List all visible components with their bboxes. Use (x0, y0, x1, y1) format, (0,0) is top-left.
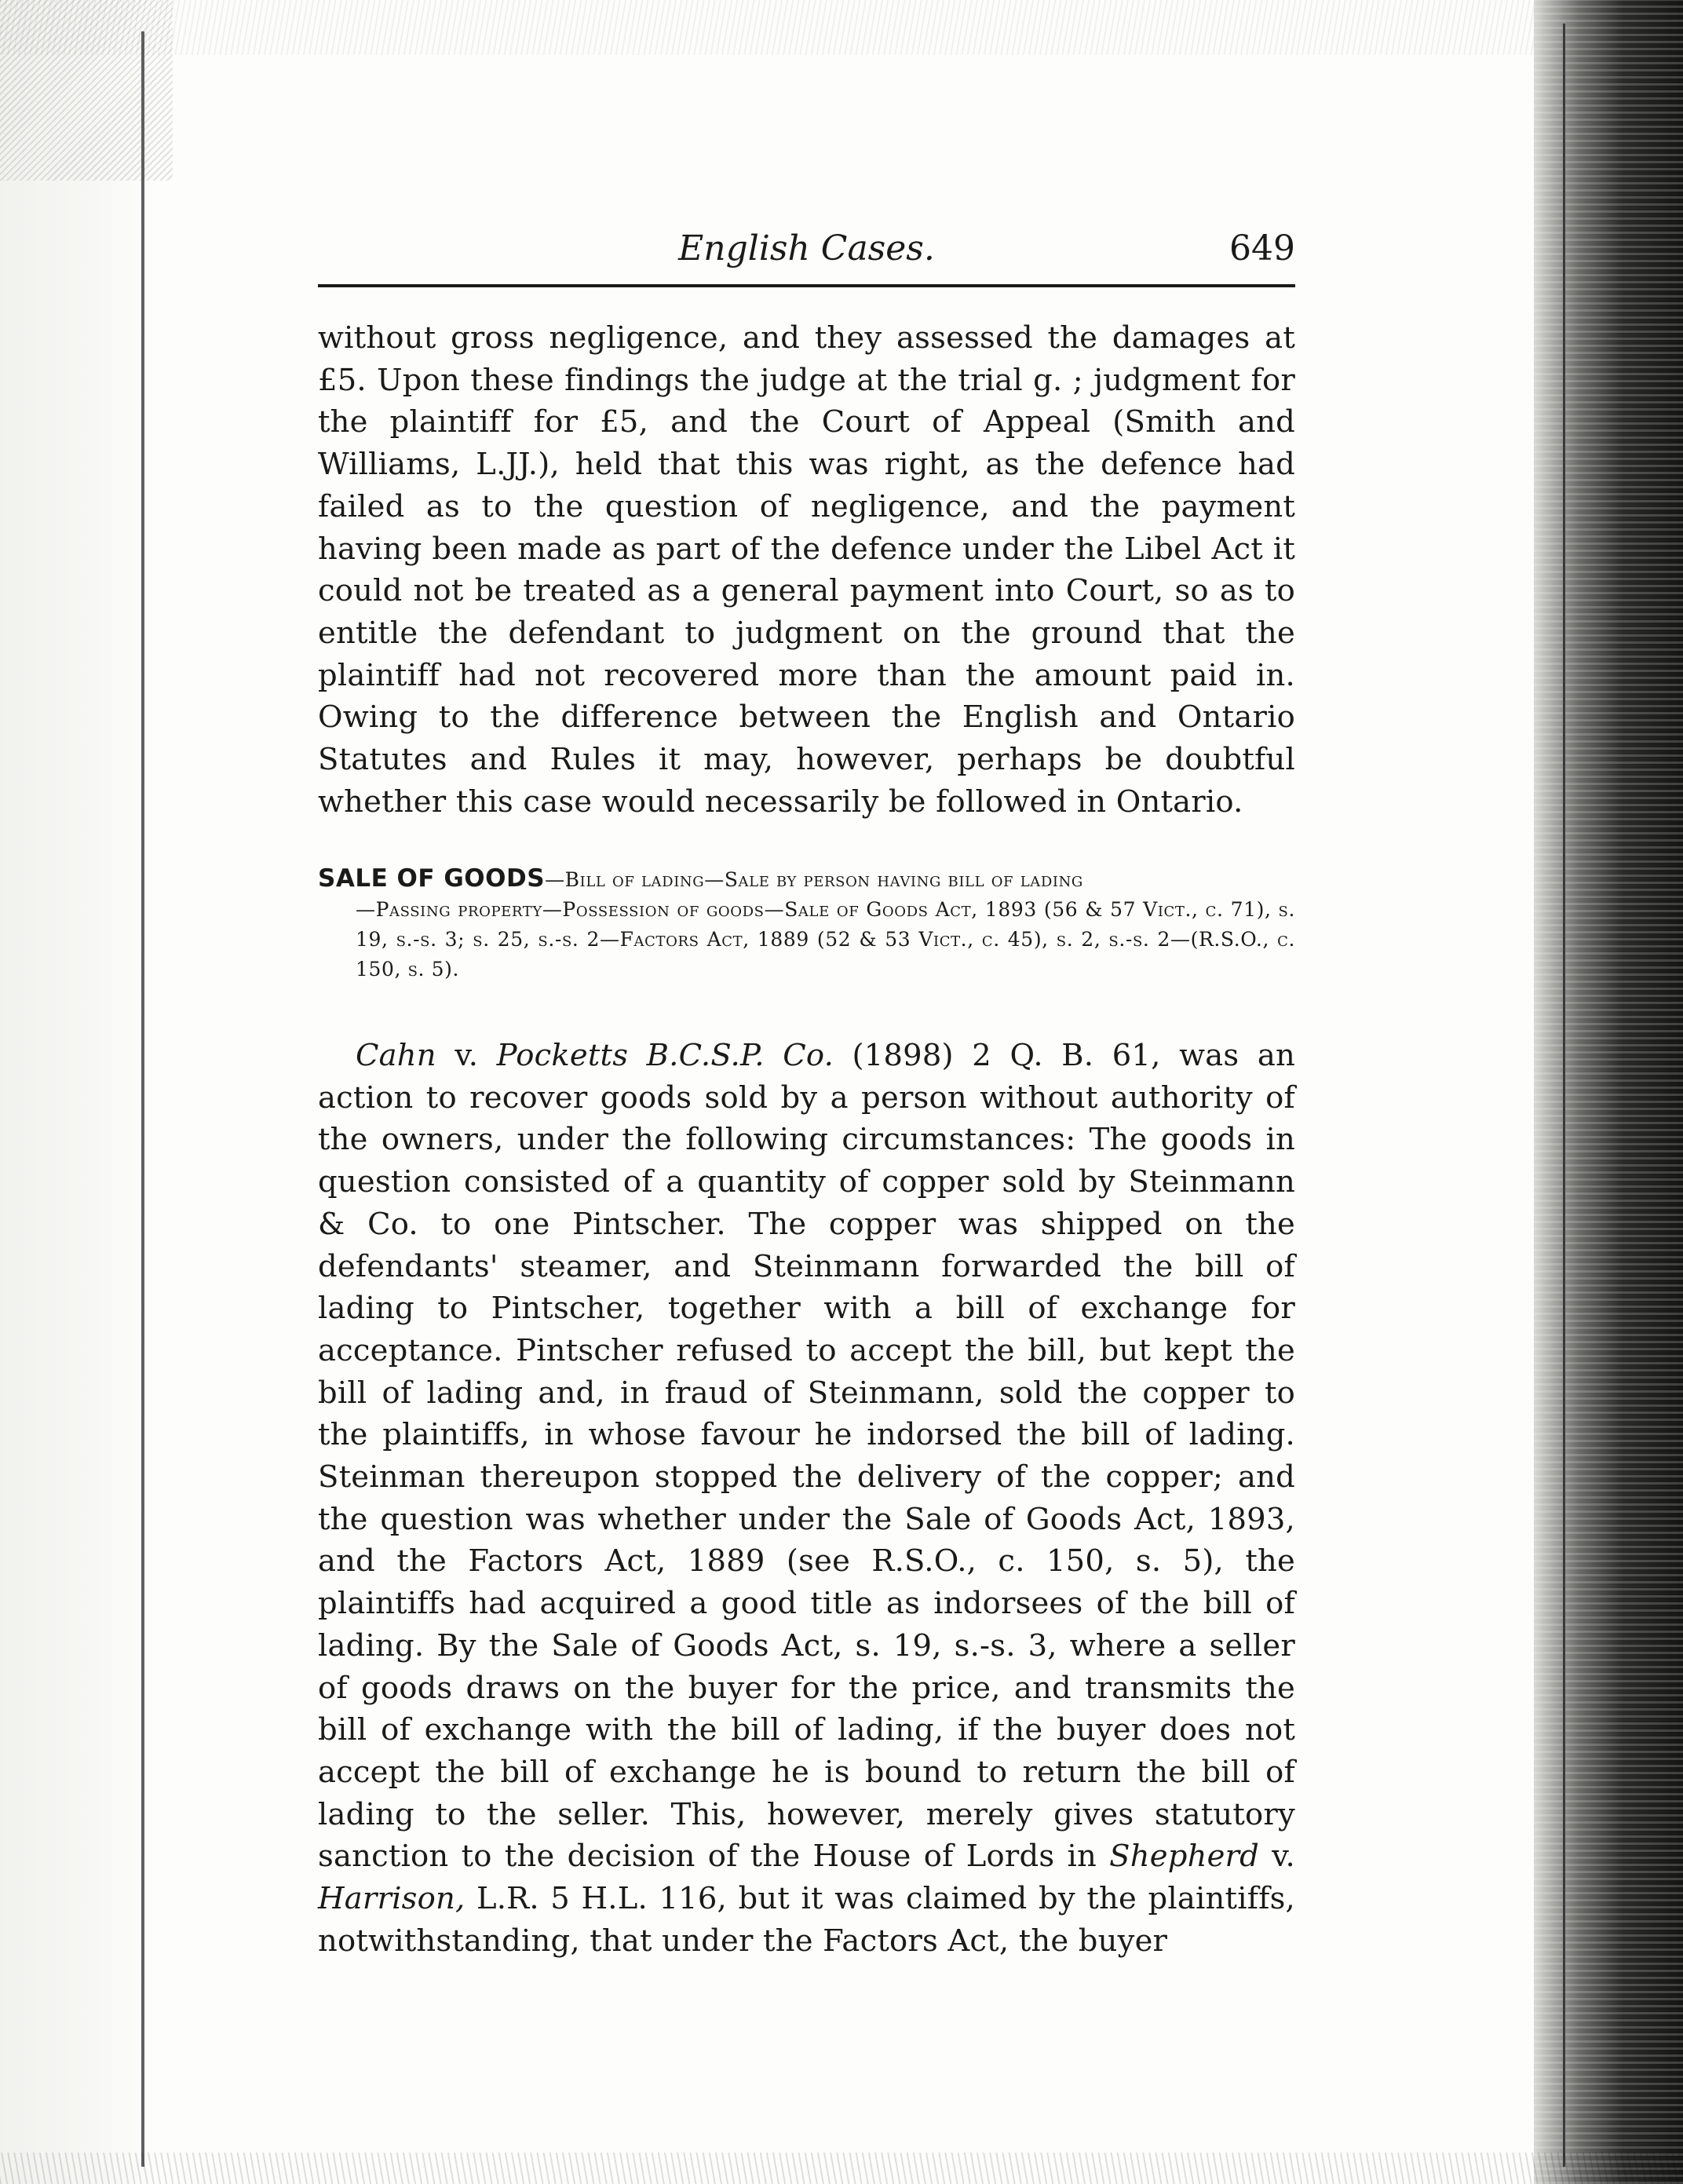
case-plaintiff: Cahn (356, 1038, 436, 1073)
scan-left-margin (0, 0, 157, 2184)
case-v: v. (436, 1038, 497, 1073)
headnote (318, 864, 1295, 984)
cited-case-v: v. (1259, 1839, 1295, 1875)
scan-top-artifact (0, 0, 1683, 55)
paragraph-2 (318, 1035, 1295, 1962)
binding-edge-line (141, 31, 144, 2167)
headnote-continuation: —Passing property—Possession of goods—Sale of Goods Act, 1893 (56 & 57 Vict., c. 71), s. 19, s.-s. 3; s. 25, s.-s. 2—Factors Act, 1889 (52 & 53 Vict., c. 45), s. 2, s.-s. 2—(R.S.O., c. 150, s. 5). (356, 898, 1295, 981)
page-number: 649 (1229, 228, 1295, 268)
running-head (318, 225, 1295, 273)
paragraph-2-text-a: (1898) 2 Q. B. 61, was an action to recover goods sold by a person without authority of the owners, under the following circumstances: The goods in question consisted of a quantity of copper sold by Steinmann & Co. to one Pintscher. The copper was shipped on the defendants' steamer, and Steinmann forwarded the bill of lading to Pintscher, together with a bill of exchange for acceptance. Pintscher refused to accept the bill, but kept the bill of lading and, in fraud of Steinmann, sold the copper to the plaintiffs, in whose favour he indorsed the bill of lading. Steinman thereupon stopped the delivery of the copper; and the question was whether under the Sale of Goods Act, 1893, and the Factors Act, 1889 (see R.S.O., c. 150, s. 5), the plaintiffs had acquired a good title as indorsees of the bill of lading. By the Sale of Goods Act, s. 19, s.-s. 3, where a seller of goods draws on the buyer for the price, and transmits the bill of exchange with the bill of lading, if the buyer does not accept the bill of exchange he is bound to return the bill of lading to the seller. This, however, merely gives statutory sanction to the decision of the House of Lords in (318, 1038, 1296, 1875)
paragraph-2-text-b: L.R. 5 H.L. 116, but it was claimed by the plaintiffs, notwithstanding, that under the Factors Act, the buyer (318, 1881, 1295, 1959)
headnote-lead: SALE OF GOODS (318, 864, 546, 893)
cited-case-defendant: Harrison, (318, 1881, 465, 1917)
paragraph-1: without gross negligence, and they assessed the damages at £5. Upon these findings the judge at the trial g. ; judgment for the plaintiff for £5, and the Court of Appeal (Smith and Williams, L.JJ.), held that this was right, as the defence had failed as to the question of negligence, and the payment having been made as part of the defence under the Libel Act it could not be treated as a general payment into Court, so as to entitle the defendant to judgment on the ground that the plaintiff had not recovered more than the amount paid in. Owing to the difference between the English and Ontario Statutes and Rules it may, however, perhaps be doubtful whether this case would necessarily be followed in Ontario. (318, 320, 1295, 820)
scan-right-rule (1563, 24, 1565, 2167)
headnote-first-line: —Bill of lading—Sale by person having bill of lading (545, 868, 1083, 891)
cited-case-plaintiff: Shepherd (1109, 1839, 1260, 1875)
case-defendant: Pocketts B.C.S.P. Co. (496, 1038, 834, 1073)
scan-bottom-artifact (0, 2153, 1683, 2184)
scan-right-edge (1534, 0, 1683, 2184)
running-title: English Cases. (678, 228, 935, 268)
header-rule (318, 284, 1295, 287)
scan-corner-artifact (0, 0, 173, 181)
